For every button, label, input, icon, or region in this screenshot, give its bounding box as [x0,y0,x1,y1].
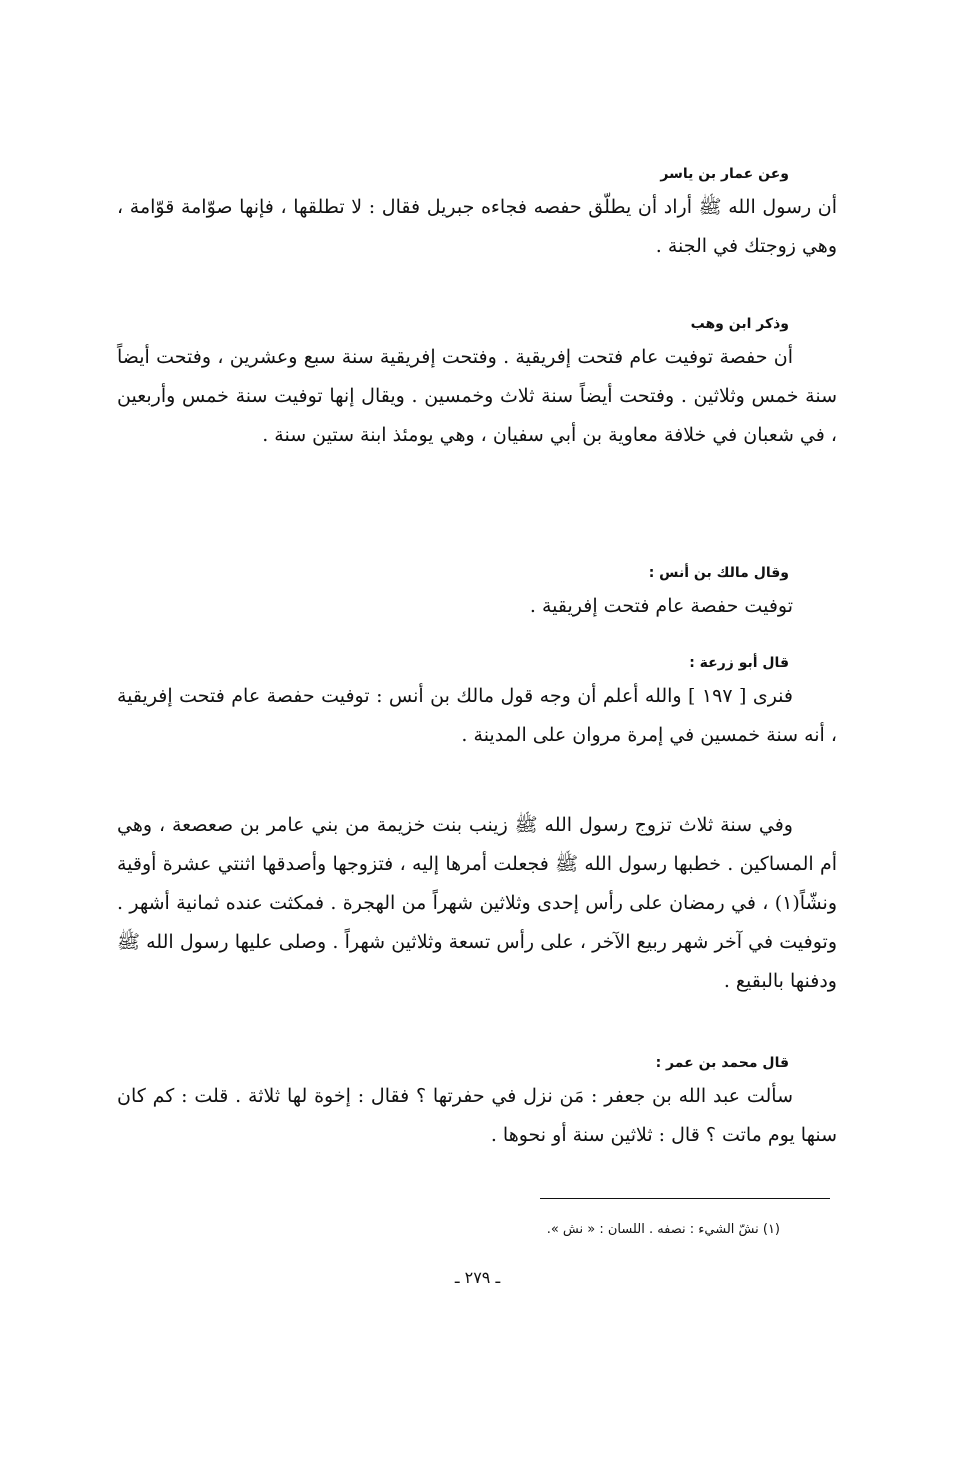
section-abu-zura [117,655,837,755]
section-heading: وذكر ابن وهب [690,316,789,332]
section-heading: قال محمد بن عمر : [655,1055,789,1071]
section-text: أن رسول الله ﷺ أراد أن يطلّق حفصه فجاءه جبريل فقال : لا تطلقها ، فإنها صوّامة قوّامة ، وهي زوجتك في الجنة . [117,196,837,257]
section-zaynab [117,806,837,1001]
section-text: سألت عبد الله بن جعفر : مَن نزل في حفرتها ؟ فقال : إخوة لها ثلاثة . قلت : كم كان سنها يوم ماتت ؟ قال : ثلاثين سنة أو نحوها . [117,1085,837,1146]
section-ibn-wahb [117,316,837,455]
section-heading: وقال مالك بن أنس : [648,565,789,581]
section-malik [117,565,837,626]
section-text: أن حفصة توفيت عام فتحت إفريقية . وفتحت إفريقية سنة سبع وعشرين ، وفتحت أيضاً سنة خمس وثلاثين . وفتحت أيضاً سنة ثلاث وخمسين . ويقال إنها توفيت سنة خمس وأربعين ، في شعبان في خلافة معاوية بن أبي سفيان ، وهي يومئذ ابنة ستين سنة . [117,346,837,446]
section-muhammad-bin-umar [117,1055,837,1155]
page-number: ـ ٢٧٩ ـ [454,1268,501,1287]
section-text: توفيت حفصة عام فتحت إفريقية . [529,595,793,617]
section-heading: وعن عمار بن ياسر [660,166,789,182]
section-text: وفي سنة ثلاث تزوج رسول الله ﷺ زينب بنت خزيمة من بني عامر بن صعصعة ، وهي أم المساكين . خطبها رسول الله ﷺ فجعلت أمرها إليه ، فتزوجها وأصدقها اثنتي عشرة أوقية ونشّاً(١) ، في رمضان على رأس إحدى وثلاثين شهراً من الهجرة . فمكثت عنده ثمانية أشهر . وتوفيت في آخر شهر ربيع الآخر ، على رأس تسعة وثلاثين شهراً . وصلى عليها رسول الله ﷺ ودفنها بالبقيع . [117,814,837,992]
section-text: فنرى [ ١٩٧ ] والله أعلم أن وجه قول مالك بن أنس : توفيت حفصة عام فتحت إفريقية ، أنه سنة خمسين في إمرة مروان على المدينة . [117,685,837,746]
footnote: (١) نشّ الشيء : نصفه . اللسان : « نش ». [546,1222,780,1237]
footnote-divider [540,1198,830,1199]
section-heading: قال أبو زرعة : [689,655,789,671]
section-ammar [117,166,837,266]
